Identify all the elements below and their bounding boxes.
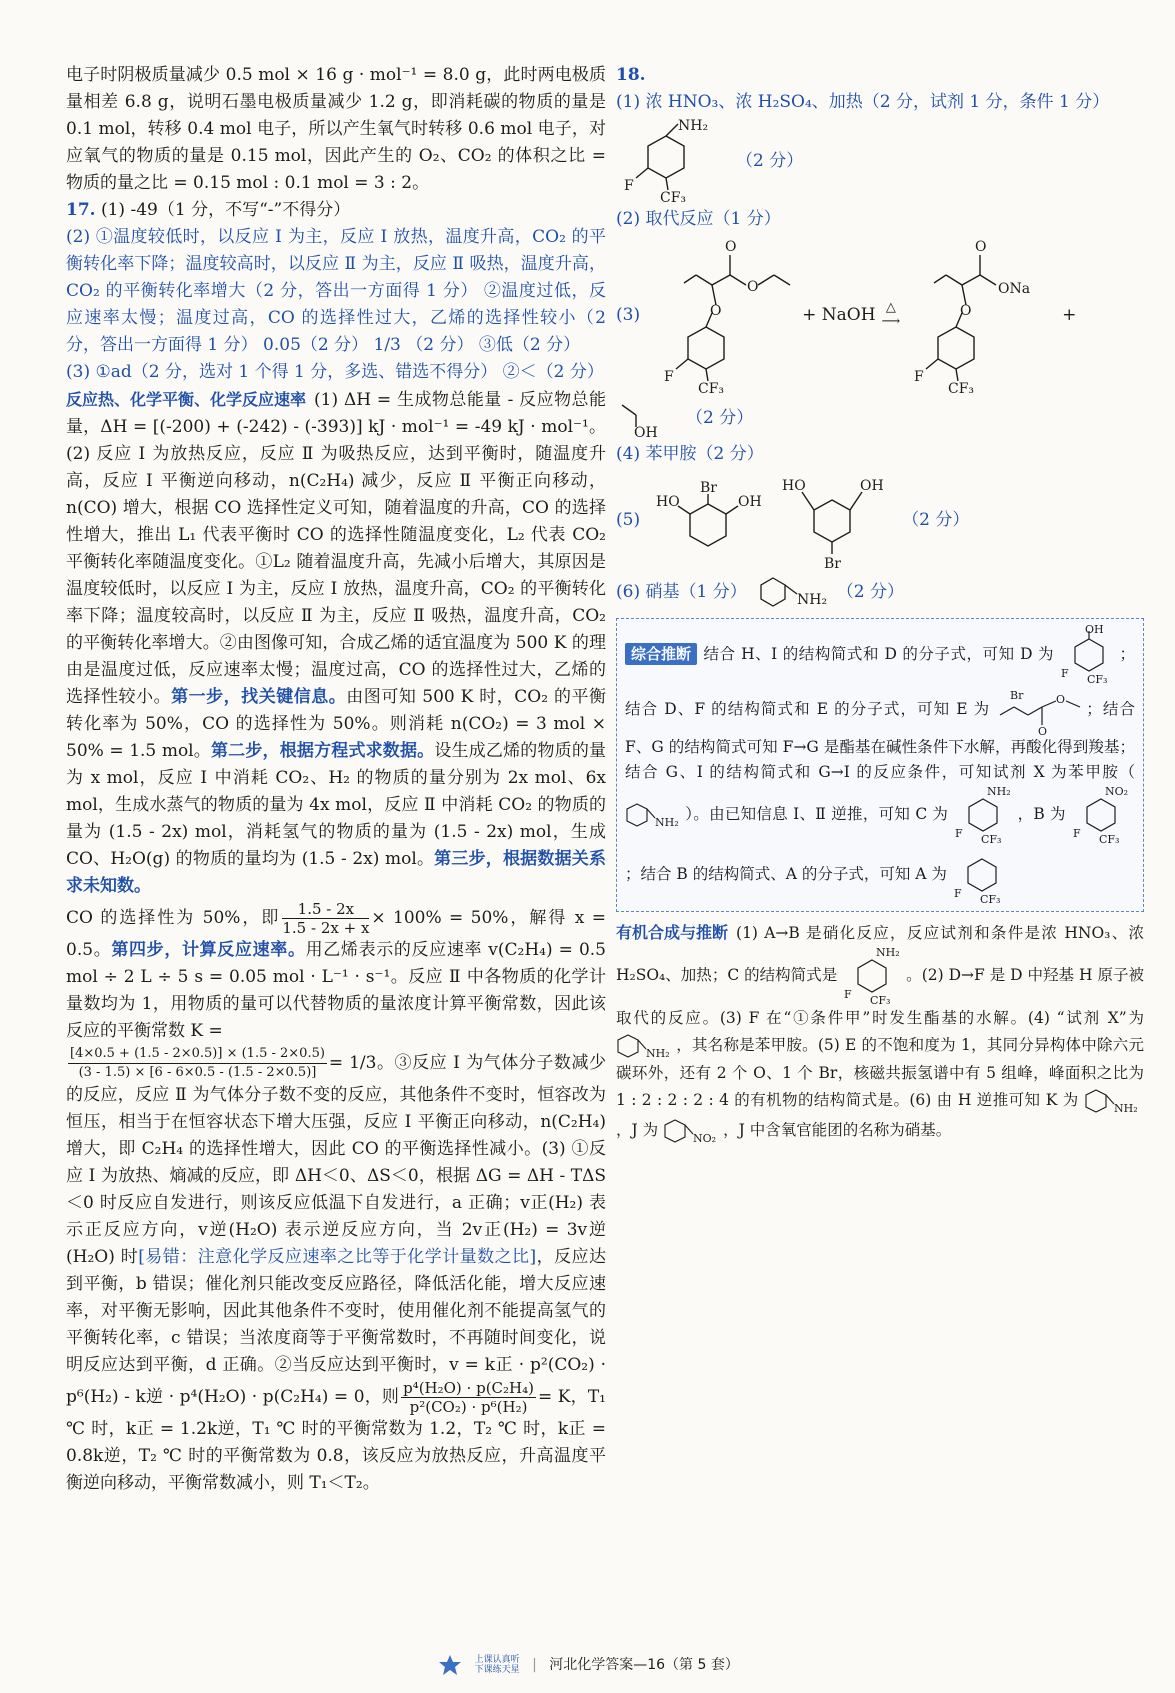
struct-c-row bbox=[616, 118, 1144, 204]
q18-answer-6: (6) 硝基（1 分） bbox=[616, 581, 747, 602]
q18-6-row bbox=[616, 572, 1144, 612]
slogan-line-2: 下课练天星 bbox=[474, 1665, 520, 1675]
q18-a1-text: (1) 浓 HNO₃、浓 H₂SO₄、加热（2 分，试剂 1 分，条件 1 分） bbox=[616, 92, 1110, 112]
analysis-4b-text: × 100% = 50%，解得 x = 0.5。 bbox=[66, 908, 606, 960]
q18-number: 18. bbox=[616, 65, 646, 85]
o-label-3: O bbox=[747, 279, 759, 295]
f-label: F bbox=[624, 178, 634, 194]
frac3-den: p²(CO₂) · p⁶(H₂) bbox=[409, 1398, 528, 1416]
structure-c-inline bbox=[953, 785, 1017, 845]
cf3-label: CF₃ bbox=[660, 190, 687, 204]
fraction-kp bbox=[401, 1379, 536, 1416]
nh2-inline-2: NH₂ bbox=[646, 1047, 670, 1060]
isomers-row bbox=[616, 470, 1144, 570]
q17-answer-2: (2) ①温度较低时，以反应 Ⅰ 为主，反应 Ⅰ 放热，温度升高，CO₂ 的平衡转化率下降；温度较高时，以反应 Ⅱ 为主，反应 Ⅱ 吸热，温度升高，CO₂ 的平衡转化率增大（2 分，答出一方面得 1 分） ②温度过低，反应速率太慢；温度过高，CO 的选择性过大，乙烯的选择性较小（2 分，答出一方面得 1 分） 0.05（2 分） 1/3 （2 分） ③低（2 分） bbox=[66, 227, 606, 355]
q18-answer-4: (4) 苯甲胺（2 分） bbox=[616, 444, 764, 464]
q18-answer-1 bbox=[616, 62, 1144, 116]
no2-inline-j: NO₂ bbox=[693, 1132, 717, 1145]
box-t5: ，B 为 bbox=[1017, 805, 1066, 823]
star-logo-icon bbox=[436, 1654, 464, 1676]
q18-score-5: （2 分） bbox=[902, 509, 970, 530]
o-label-1: O bbox=[710, 303, 722, 319]
br-label-1: Br bbox=[700, 480, 718, 496]
nh2-answer-c: NH₂ bbox=[876, 946, 900, 959]
benzylamine-inline-1 bbox=[625, 800, 685, 830]
f-label-2: F bbox=[664, 369, 674, 385]
footer-page-label: 河北化学答案—16（第 5 套） bbox=[549, 1657, 739, 1673]
frac2-num: [4×0.5 + (1.5 - 2×0.5)] × (1.5 - 2×0.5) bbox=[68, 1045, 327, 1064]
o-label-5: O bbox=[975, 239, 987, 255]
frac1-den: 1.5 - 2x + x bbox=[282, 919, 370, 937]
o-label-4: O bbox=[960, 303, 972, 319]
page-footer bbox=[0, 1652, 1175, 1679]
analysis-5-text: 用乙烯表示的反应速率 v(C₂H₄) = 0.5 mol ÷ 2 L ÷ 5 s = 0.05 mol · L⁻¹ · s⁻¹。反应 Ⅱ 中各物质的化学计量数均为 1，用物质的量可以代替物质的量浓度计算平衡常数，因此该反应的平衡常数 K = bbox=[66, 940, 606, 1041]
o-label-e2: O bbox=[1056, 693, 1066, 706]
ethanol-image bbox=[616, 397, 676, 439]
structure-b-inline bbox=[1071, 785, 1135, 845]
analysis-6-text: = 1/3。③反应 Ⅰ 为气体分子数减少的反应，反应 Ⅱ 为气体分子数不变的反应，其他条件不变时，恒容改为恒压，相当于在恒容状态下增大压强，反应 Ⅰ 平衡正向移动，n(C₂H₄) 增大，即 C₂H₄ 的选择性增大，因此 CO 的平衡选择性减小。(3) ①反应 Ⅰ 为放热、熵减的反应，即 ΔH＜0、ΔS＜0，根据 ΔG = ΔH - TΔS＜0 时反应自发进行，则该反应低温下自发进行，a 正确；v正(H₂) 表示正反应方向，v逆(H₂O) 表示逆反应方向，当 2v正(H₂) = 3v逆(H₂O) 时 bbox=[66, 1053, 606, 1267]
oh-label: OH bbox=[634, 425, 658, 439]
delta-sign: △ bbox=[885, 300, 896, 315]
cf3-inline-c: CF₃ bbox=[981, 833, 1002, 845]
q18-score-6: （2 分） bbox=[836, 581, 904, 602]
structure-f-image bbox=[646, 235, 796, 395]
analysis-4a-text: CO 的选择性为 50%，即 bbox=[66, 908, 281, 928]
no2-inline-b: NO₂ bbox=[1104, 785, 1129, 798]
nh2-label: NH₂ bbox=[678, 118, 709, 134]
analysis-4 bbox=[66, 900, 606, 1045]
oh-label-1: OH bbox=[738, 494, 762, 510]
arrow-icon: ⟶ bbox=[881, 314, 901, 329]
plus-sign: + bbox=[1062, 304, 1077, 325]
o-label-e1: O bbox=[1038, 725, 1048, 735]
q18-3-label: (3) bbox=[616, 304, 641, 325]
ho-label-1: HO bbox=[656, 494, 680, 510]
plus-naoh: + NaOH bbox=[802, 304, 876, 325]
box-t6: ；结合 B 的结构简式、A 的分子式，可知 A 为 bbox=[625, 865, 947, 883]
analysis-6 bbox=[66, 1045, 606, 1497]
box-t1: 结合 H、I 的结构简式和 D 的分子式，可知 D 为 bbox=[703, 645, 1055, 663]
analysis-1-text: (1) ΔH = 生成物总能量 - 反应物总能量，ΔH = [(-200) + (-242) - (-393)] kJ · mol⁻¹ = -49 kJ · mol⁻¹。(2) 反应 Ⅰ 为放热反应，反应 Ⅱ 为吸热反应，达到平衡时，随温度升高，反应 Ⅰ 平衡逆向移动，n(C₂H₄) 减少，反应 Ⅱ 平衡正向移动，n(CO) 增大，根据 CO 选择性定义可知，随着温度的升高，CO 的选择性增大，推出 L₁ 代表平衡时 CO 的选择性随温度变化，L₂ 代表 CO₂ 平衡转化率随温度变化。①L₂ 随着温度升高，先减小后增大，其原因是温度较低时，以反应 Ⅰ 为主，反应 Ⅰ 放热，温度升高，CO₂ 的平衡转化率下降；温度较高时，以反应 Ⅱ 为主，反应 Ⅱ 吸热，温度升高，CO₂ 的平衡转化率增大。②由图像可知，合成乙烯的适宜温度为 500 K 的理由是温度过低，反应速率太慢；温度过高，CO 的选择性过大，乙烯的选择性较小。 bbox=[66, 390, 606, 707]
slogan-line-1: 上课认真听 bbox=[474, 1655, 520, 1665]
q18-score-2: （2 分） bbox=[736, 150, 804, 171]
cf3-answer-c: CF₃ bbox=[870, 994, 891, 1006]
f-inline-a: F bbox=[953, 887, 962, 900]
synthesis-analysis: 有机合成与推断 (1) A→B 是硝化反应，反应试剂和条件是浓 HNO₃、浓 H₂SO₄、加热；C 的结构简式是 NH₂ F CF₃ 。(2) D→F 是 D 中羟基 H 原子被取代的反应。(3) F 在“①条件甲”时发生酯基的水解。(4) “试剂 X”为 NH₂ ，其名称是苯甲胺。(5) E 的不饱和度为 1，其同分异构体中除六元碳环外，还有 2 个 O、1 个 Br，核磁共振氢谱中有 5 组峰，峰面积之比为 1 : 2 : 2 : 2 : 4 的有机物的结构简式是。(6) 由 H 逆推可知 K 为 NH₂ ，J 为 NO₂ ，J 中含氧官能团的名称为硝基。 bbox=[616, 920, 1144, 1146]
q17-a1-text: (1) -49（1 分，不写“-”不得分） bbox=[100, 200, 351, 220]
br-label-e: Br bbox=[1010, 689, 1024, 702]
synthesis-r4: 。(6) 由 H 逆推可知 K 为 bbox=[893, 1091, 1079, 1109]
nh2-inline-c: NH₂ bbox=[987, 785, 1012, 798]
f-label-d: F bbox=[1061, 667, 1070, 680]
structure-c-answer bbox=[842, 946, 906, 1006]
structure-e-image bbox=[996, 685, 1086, 735]
frac1-num: 1.5 - 2x bbox=[282, 900, 369, 919]
cf3-label-d: CF₃ bbox=[1087, 673, 1108, 685]
intro-paragraph: 电子时阴极质量减少 0.5 mol × 16 g · mol⁻¹ = 8.0 g，此时两电极质量相差 6.8 g，说明石墨电极质量减少 1.2 g，即消耗碳的物质的量是 0.1 mol，转移 0.4 mol 电子，所以产生氧气时转移 0.6 mol 电子，对应氧气的物质的量是 0.15 mol，因此产生的 O₂、CO₂ 的体积之比 = 物质的量之比 = 0.15 mol : 0.1 mol = 3 : 2。 bbox=[66, 65, 606, 193]
synthesis-r5: ，J 为 bbox=[616, 1121, 659, 1139]
footer-divider: | bbox=[532, 1657, 537, 1673]
frac2-den: (3 - 1.5) × [6 - 6×0.5 - (1.5 - 2×0.5)] bbox=[78, 1065, 317, 1080]
cf3-label-2: CF₃ bbox=[698, 381, 725, 395]
f-inline-b: F bbox=[1072, 827, 1081, 840]
isomer-1-image bbox=[654, 480, 764, 560]
benzylamine-image bbox=[757, 572, 827, 612]
f-label-3: F bbox=[914, 369, 924, 385]
benzylamine-inline-3 bbox=[1084, 1086, 1144, 1116]
cf3-inline-a: CF₃ bbox=[979, 893, 1001, 905]
step-2: 第二步，根据方程式求数据。 bbox=[210, 741, 435, 761]
f-answer-c: F bbox=[844, 988, 852, 1001]
synthesis-r6: ，J 中含氧官能团的名称为硝基。 bbox=[723, 1121, 952, 1139]
ethanol-row bbox=[616, 397, 1144, 439]
oh-label-d: OH bbox=[1085, 625, 1105, 636]
box-t2: ；结合 D、F 的结构简式和 E 的分子式，可知 E 为 bbox=[625, 645, 1135, 718]
box-t4: ）。由已知信息 Ⅰ、Ⅱ 逆推，可知 C 为 bbox=[685, 805, 949, 823]
analysis-8-text: = K，T₁ ℃ 时，k正 = 1.2k逆，T₁ ℃ 时的平衡常数为 1.2，T₂ ℃ 时，k正 = 0.8k逆，T₂ ℃ 时的平衡常数为 0.8，该反应为放热反应，升高温度平衡逆向移动，平衡常数减小，则 T₁＜T₂。 bbox=[66, 1387, 606, 1493]
o-label-2: O bbox=[725, 239, 737, 255]
nh2-inline-1: NH₂ bbox=[655, 816, 679, 829]
q18-score-3: （2 分） bbox=[686, 407, 754, 428]
struct-reaction-row bbox=[616, 235, 1144, 395]
inference-badge: 综合推断 bbox=[625, 643, 697, 665]
synthesis-tag: 有机合成与推断 bbox=[616, 923, 729, 942]
right-column bbox=[616, 62, 1144, 1146]
ho-label-2: HO bbox=[782, 478, 806, 494]
structure-d-image bbox=[1059, 625, 1119, 685]
reaction-arrow bbox=[882, 301, 901, 329]
nh2-label-2: NH₂ bbox=[796, 592, 827, 608]
structure-c-image bbox=[616, 118, 726, 204]
isomer-2-image bbox=[778, 470, 888, 570]
fraction-co-selectivity bbox=[282, 900, 369, 937]
fraction-k bbox=[68, 1045, 327, 1082]
q17-number: 17. bbox=[66, 200, 96, 220]
q17-answer-1 bbox=[66, 197, 606, 224]
analysis-2-text: 由图可知 500 K 时，CO₂ 的平衡转化率为 50%，CO 的选择性为 50%。则消耗 n(CO₂) = 3 mol × 50% = 1.5 mol。 bbox=[66, 687, 607, 761]
step-4: 第四步，计算反应速率。 bbox=[111, 940, 306, 960]
q18-5-label: (5) bbox=[616, 509, 641, 530]
step-3: 第三步，根据数据关系求未知数。 bbox=[66, 849, 606, 896]
synthesis-r2: (2) D→F 是 D 中羟基 H 原子被取代的反应。(3) F 在“①条件甲”时发生酯基的水解。(4) “试剂 X”为 bbox=[616, 966, 1144, 1027]
ona-label: ONa bbox=[998, 281, 1031, 297]
analysis-tag: 反应热、化学平衡、化学反应速率 bbox=[66, 390, 307, 409]
synthesis-r1: (1) A→B 是硝化反应，反应试剂和条件是浓 HNO₃、浓 H₂SO₄、加热；C 的结构简式是 bbox=[616, 924, 1144, 984]
step-1: 第一步，找关键信息。 bbox=[171, 687, 347, 707]
analysis-7-text: ，反应达到平衡，b 错误；催化剂只能改变反应路径，降低活化能，增大反应速率，对平衡无影响，因此其他条件不变时，使用催化剂不能提高氢气的平衡转化率，c 错误；当浓度商等于平衡常数时，不再随时间变化，说明反应达到平衡，d 正确。②当反应达到平衡时，v = k正 · p²(CO₂) · p⁶(H₂) - k逆 · p⁴(H₂O) · p(C₂H₄) = 0，则 bbox=[66, 1247, 607, 1407]
f-inline-c: F bbox=[955, 827, 964, 840]
footer-slogan bbox=[475, 1655, 520, 1675]
left-column bbox=[66, 62, 606, 1497]
inference-box bbox=[616, 618, 1144, 912]
frac3-num: p⁴(H₂O) · p(C₂H₄) bbox=[403, 1379, 534, 1397]
inference-text bbox=[625, 625, 1135, 905]
q17-answer-3: (3) ①ad（2 分，选对 1 个得 1 分，多选、错选不得分） ②＜（2 分） bbox=[66, 362, 604, 382]
synthesis-r3: ，其名称是苯甲胺。(5) E 的不饱和度为 1，其同分异构体中除六元碳环外，还有 2 个 O、1 个 Br，核磁共振氢谱中有 5 组峰，峰面积之比为 1 : 2 : 2 : 2 : 4 的有机物的结构简式是 bbox=[616, 1036, 1144, 1109]
box-t3: ；结合 F、G 的结构简式可知 F→G 是酯基在碱性条件下水解，再酸化得到羧基；结合 G、I 的结构简式和 G→I 的反应条件，可知试剂 X 为苯甲胺（ bbox=[625, 700, 1135, 781]
structure-a-inline bbox=[952, 845, 1016, 905]
q18-answer-2: (2) 取代反应（1 分） bbox=[616, 209, 781, 229]
analysis-1 bbox=[66, 386, 606, 900]
error-note: [易错：注意化学反应速率之比等于化学计量数之比] bbox=[138, 1247, 537, 1267]
cf3-inline-b: CF₃ bbox=[1098, 833, 1120, 845]
structure-g-salt-image bbox=[906, 235, 1056, 395]
nh2-inline-3: NH₂ bbox=[1113, 1102, 1138, 1115]
cf3-label-3: CF₃ bbox=[948, 381, 975, 395]
nitrotoluene-inline bbox=[663, 1116, 723, 1146]
oh-label-2: OH bbox=[860, 478, 884, 494]
br-label-2: Br bbox=[824, 556, 842, 570]
analysis-3-text: 设生成乙烯的物质的量为 x mol，反应 Ⅰ 中消耗 CO₂、H₂ 的物质的量分别为 2x mol、6x mol，生成水蒸气的物质的量为 4x mol，反应 Ⅱ 中消耗 CO₂ 的物质的量为 (1.5 - 2x) mol，消耗氢气的物质的量为 (1.5 - 2x) mol，生成 CO、H₂O(g) 的物质的量均为 (1.5 - 2x) mol。 bbox=[66, 741, 606, 869]
benzylamine-inline-2 bbox=[616, 1031, 676, 1061]
